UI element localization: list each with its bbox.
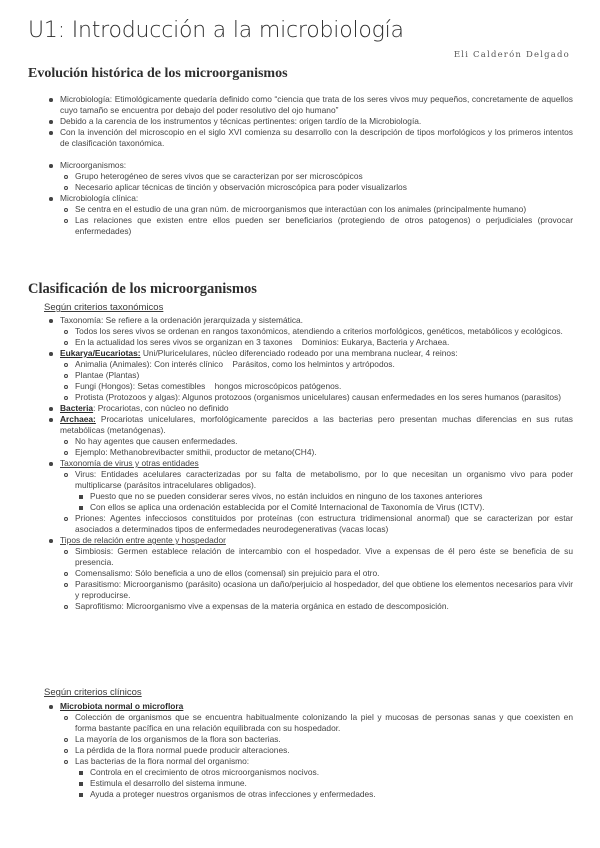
list-item: Parasitismo: Microorganismo (parásito) ocasiona un daño/perjuicio al hospedador, del que obtiene los elementos necesarios para vivir y reproducirse. — [28, 579, 573, 601]
section-heading-clasificacion: Clasificación de los microorganismos — [28, 281, 257, 297]
list-item: Comensalismo: Sólo beneficia a uno de ellos (comensal) sin prejuicio para el otro. — [28, 568, 573, 579]
list-item: Saprofitismo: Microorganismo vive a expensas de la materia orgánica en estado de descomposición. — [28, 601, 573, 612]
list-item: La mayoría de los organismos de la flora son bacterias. — [28, 734, 573, 745]
page-title: U1: Introducción a la microbiología — [28, 18, 404, 43]
list-item: Puesto que no se pueden considerar seres vivos, no están incluidos en ninguno de los taxones anteriores — [28, 491, 573, 502]
list-item: Simbiosis: Germen establece relación de intercambio con el hospedador. Vive a expensas de él pero éste se beneficia de su presencia. — [28, 546, 573, 568]
list-item: Todos los seres vivos se ordenan en rangos taxonómicos, atendiendo a criterios morfológicos, genéticos, metabólicos y ecológicos. — [28, 326, 573, 337]
list-item: Se centra en el estudio de una gran núm. de microorganismos que interactúan con los animales (principalmente humano) — [28, 204, 573, 215]
term-bacteria: Bacteria — [60, 403, 94, 413]
term-eukarya: Eukarya/Eucariotas: — [60, 348, 141, 358]
subheading-clinicos: Según criterios clínicos — [44, 687, 142, 698]
list-item — [28, 414, 573, 436]
list-item: Animalia (Animales): Con interés clínico Parásitos, como los helmintos y artrópodos. — [28, 359, 573, 370]
list-item: Debido a la carencia de los instrumentos y técnicas pertinentes: origen tardío de la Microbiología. — [28, 116, 573, 127]
list-item: No hay agentes que causen enfermedades. — [28, 436, 573, 447]
list-item: Las bacterias de la flora normal del organismo: — [28, 756, 573, 767]
list-item — [28, 348, 573, 359]
list-item: Colección de organismos que se encuentra habitualmente colonizando la piel y mucosas de personas sanas y que coexisten en forma bastante pacífica en una relación equilibrada con su hospedador. — [28, 712, 573, 734]
section-heading-evolucion: Evolución histórica de los microorganismos — [28, 66, 288, 81]
list-item: Plantae (Plantas) — [28, 370, 573, 381]
list-item: La pérdida de la flora normal puede producir alteraciones. — [28, 745, 573, 756]
list-item: Ayuda a proteger nuestros organismos de otras infecciones y enfermedades. — [28, 789, 573, 800]
list-item: Microbiología: Etimológicamente quedaría definido como “ciencia que trata de los seres vivos muy pequeños, concretamente de aquellos cuyo tamaño se encuentra por debajo del poder resolutivo del ojo humano” — [28, 94, 573, 116]
list-item: Microorganismos: — [28, 160, 573, 171]
list-item: Las relaciones que existen entre ellos pueden ser beneficiarios (protegiendo de otros patogenos) o perjudiciales (provocar enfermedades) — [28, 215, 573, 237]
evolucion-list — [28, 94, 573, 237]
list-item: Necesario aplicar técnicas de tinción y observación microscópica para poder visualizarlos — [28, 182, 573, 193]
list-item: Priones: Agentes infecciosos constituidos por proteínas (con estructura tridimensional anormal) que se caracterizan por estar asociados a determinados tipos de enfermedades neurodegenerativas (vacas locas) — [28, 513, 573, 535]
taxonomicos-list — [28, 315, 573, 612]
list-item: Con ellos se aplica una ordenación establecida por el Comité Internacional de Taxonomía de Virus (ICTV). — [28, 502, 573, 513]
list-item: Controla en el crecimiento de otros microorganismos nocivos. — [28, 767, 573, 778]
list-item: Estimula el desarrollo del sistema inmune. — [28, 778, 573, 789]
list-item-virus-heading: Taxonomía de virus y otras entidades — [28, 458, 573, 469]
list-item: Grupo heterogéneo de seres vivos que se caracterizan por ser microscópicos — [28, 171, 573, 182]
text-bacteria: : Procariotas, con núcleo no definido — [93, 403, 229, 413]
list-item-relacion-heading: Tipos de relación entre agente y hospedador — [28, 535, 573, 546]
text-eukarya: Uni/Pluricelulares, núcleo diferenciado rodeado por una membrana nuclear, 4 reinos: — [140, 348, 458, 358]
subheading-taxonomicos: Según criterios taxonómicos — [44, 302, 164, 313]
author-name: Eli Calderón Delgado — [453, 50, 570, 60]
list-item: Virus: Entidades acelulares caracterizadas por su falta de metabolismo, por lo que necesitan un organismo vivo para poder multiplicarse (parásitos intracelulares obligados). — [28, 469, 573, 491]
list-item: Con la invención del microscopio en el siglo XVI comienza su desarrollo con la descripción de tipos morfológicos y los primeros intentos de clasificación taxonómica. — [28, 127, 573, 149]
list-item — [28, 403, 573, 414]
list-item: En la actualidad los seres vivos se organizan en 3 taxones Dominios: Eukarya, Bacteria y Archaea. — [28, 337, 573, 348]
clinicos-list — [28, 701, 573, 800]
list-item: Protista (Protozoos y algas): Algunos protozoos (organismos unicelulares) causan enfermedades en los seres humanos (parasitos) — [28, 392, 573, 403]
list-item: Microbiología clínica: — [28, 193, 573, 204]
list-item: Ejemplo: Methanobrevibacter smithii, productor de metano(CH4). — [28, 447, 573, 458]
text-archaea: Procariotas unicelulares, morfológicamente parecidos a las bacterias pero presentan muchas diferencias en sus rutas metabólicas (metanógenas). — [60, 414, 573, 435]
term-archaea: Archaea: — [60, 414, 96, 424]
list-spacer — [28, 149, 573, 160]
list-item: Taxonomía: Se refiere a la ordenación jerarquizada y sistemática. — [28, 315, 573, 326]
list-item: Fungi (Hongos): Setas comestibles hongos microscópicos patógenos. — [28, 381, 573, 392]
list-item-microbiota-heading: Microbiota normal o microflora — [28, 701, 573, 712]
